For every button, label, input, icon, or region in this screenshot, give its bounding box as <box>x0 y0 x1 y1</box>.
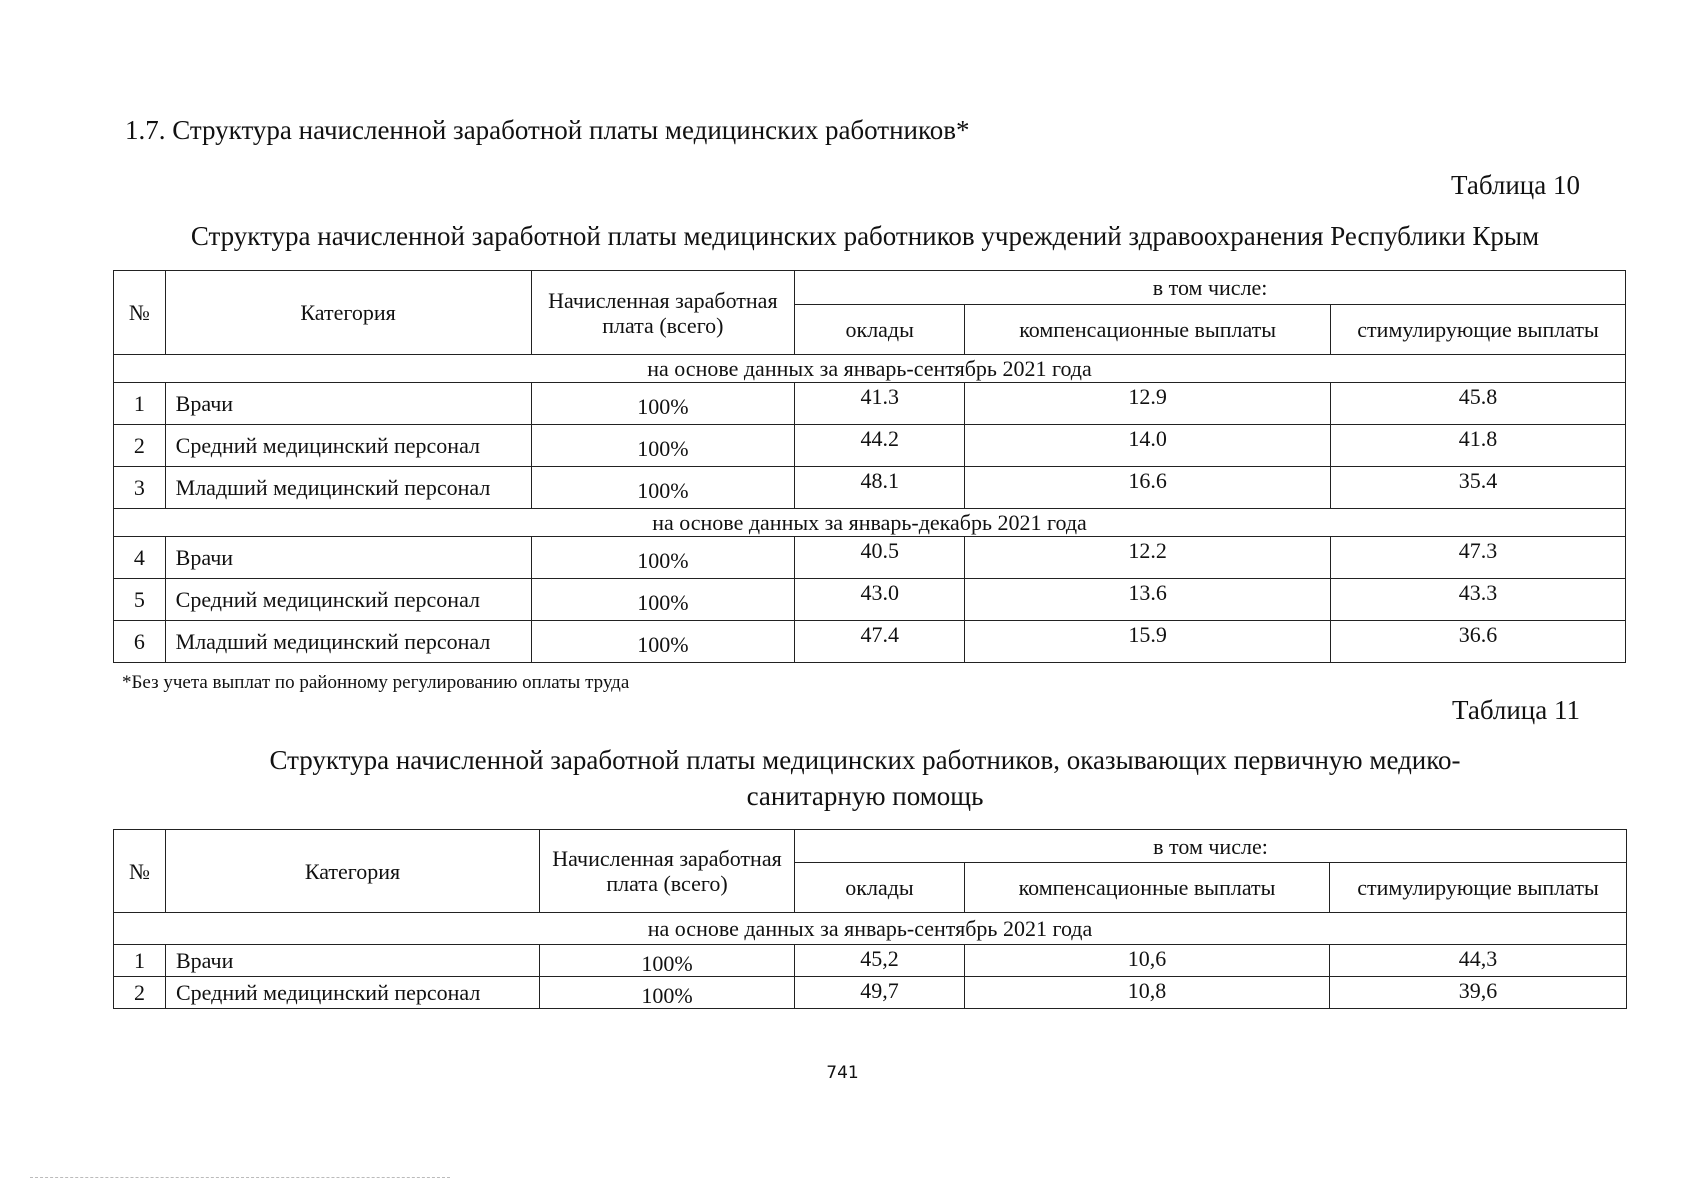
row-total: 100% <box>531 621 795 663</box>
row-category: Средний медицинский персонал <box>165 425 531 467</box>
row-total: 100% <box>531 425 795 467</box>
table-10-header-row-1 <box>114 271 1626 305</box>
row-salaries: 49,7 <box>795 977 965 1009</box>
scan-divider <box>30 1177 450 1178</box>
row-salaries: 40.5 <box>795 537 965 579</box>
header-num: № <box>114 271 166 355</box>
header-including: в том числе: <box>795 830 1627 863</box>
table-row <box>114 977 1627 1009</box>
row-total: 100% <box>531 537 795 579</box>
row-category: Врачи <box>166 945 540 977</box>
row-incentive: 39,6 <box>1330 977 1627 1009</box>
row-salaries: 43.0 <box>795 579 965 621</box>
header-num: № <box>114 830 166 913</box>
row-salaries: 45,2 <box>795 945 965 977</box>
section-heading: 1.7. Структура начисленной заработной платы медицинских работников* <box>125 115 970 145</box>
row-category: Средний медицинский персонал <box>165 579 531 621</box>
row-incentive: 47.3 <box>1331 537 1626 579</box>
row-category: Средний медицинский персонал <box>166 977 540 1009</box>
row-num: 3 <box>114 467 166 509</box>
row-compensation: 15.9 <box>965 621 1331 663</box>
row-category: Врачи <box>165 383 531 425</box>
header-compensation: компенсационные выплаты <box>965 305 1331 355</box>
row-compensation: 16.6 <box>965 467 1331 509</box>
table-row <box>114 425 1626 467</box>
table-10 <box>113 270 1626 663</box>
row-category: Младший медицинский персонал <box>165 467 531 509</box>
table-10-title: Структура начисленной заработной платы медицинских работников учреждений здравоохранения Республики Крым <box>190 221 1540 251</box>
table-11-header-row-1 <box>114 830 1627 863</box>
row-num: 1 <box>114 383 166 425</box>
row-compensation: 12.2 <box>965 537 1331 579</box>
row-total: 100% <box>540 977 795 1009</box>
table-row <box>114 621 1626 663</box>
row-salaries: 44.2 <box>795 425 965 467</box>
row-incentive: 36.6 <box>1331 621 1626 663</box>
row-incentive: 45.8 <box>1331 383 1626 425</box>
period-label: на основе данных за январь-сентябрь 2021 года <box>114 355 1626 383</box>
row-incentive: 41.8 <box>1331 425 1626 467</box>
table-row <box>114 537 1626 579</box>
header-total: Начисленная заработная плата (всего) <box>540 830 795 913</box>
row-category: Младший медицинский персонал <box>165 621 531 663</box>
row-incentive: 43.3 <box>1331 579 1626 621</box>
period-row <box>114 355 1626 383</box>
table-10-footnote: *Без учета выплат по районному регулированию оплаты труда <box>122 672 630 693</box>
header-category: Категория <box>165 271 531 355</box>
row-compensation: 13.6 <box>965 579 1331 621</box>
header-category: Категория <box>166 830 540 913</box>
table-row <box>114 579 1626 621</box>
row-salaries: 41.3 <box>795 383 965 425</box>
row-total: 100% <box>540 945 795 977</box>
row-compensation: 12.9 <box>965 383 1331 425</box>
period-row <box>114 509 1626 537</box>
table-row <box>114 383 1626 425</box>
page-number: 741 <box>826 1063 859 1083</box>
table-11-title: Структура начисленной заработной платы медицинских работников, оказывающих первичную медико-санитарную помощь <box>269 745 1461 811</box>
row-category: Врачи <box>165 537 531 579</box>
row-salaries: 47.4 <box>795 621 965 663</box>
header-including: в том числе: <box>795 271 1626 305</box>
row-incentive: 44,3 <box>1330 945 1627 977</box>
table-row <box>114 945 1627 977</box>
table-row <box>114 467 1626 509</box>
period-label: на основе данных за январь-декабрь 2021 года <box>114 509 1626 537</box>
period-row <box>114 913 1627 945</box>
row-num: 1 <box>114 945 166 977</box>
row-total: 100% <box>531 383 795 425</box>
row-num: 6 <box>114 621 166 663</box>
row-num: 2 <box>114 425 166 467</box>
row-total: 100% <box>531 467 795 509</box>
period-label: на основе данных за январь-сентябрь 2021 года <box>114 913 1627 945</box>
row-total: 100% <box>531 579 795 621</box>
table-11 <box>113 829 1627 1009</box>
header-incentive: стимулирующие выплаты <box>1331 305 1626 355</box>
table-11-number: Таблица 11 <box>1452 695 1580 725</box>
header-salaries: оклады <box>795 305 965 355</box>
row-salaries: 48.1 <box>795 467 965 509</box>
header-incentive: стимулирующие выплаты <box>1330 863 1627 913</box>
row-compensation: 10,6 <box>965 945 1330 977</box>
row-num: 2 <box>114 977 166 1009</box>
header-salaries: оклады <box>795 863 965 913</box>
header-compensation: компенсационные выплаты <box>965 863 1330 913</box>
table-10-number: Таблица 10 <box>1451 170 1580 200</box>
row-num: 4 <box>114 537 166 579</box>
header-total: Начисленная заработная плата (всего) <box>531 271 795 355</box>
row-compensation: 10,8 <box>965 977 1330 1009</box>
row-incentive: 35.4 <box>1331 467 1626 509</box>
row-num: 5 <box>114 579 166 621</box>
row-compensation: 14.0 <box>965 425 1331 467</box>
